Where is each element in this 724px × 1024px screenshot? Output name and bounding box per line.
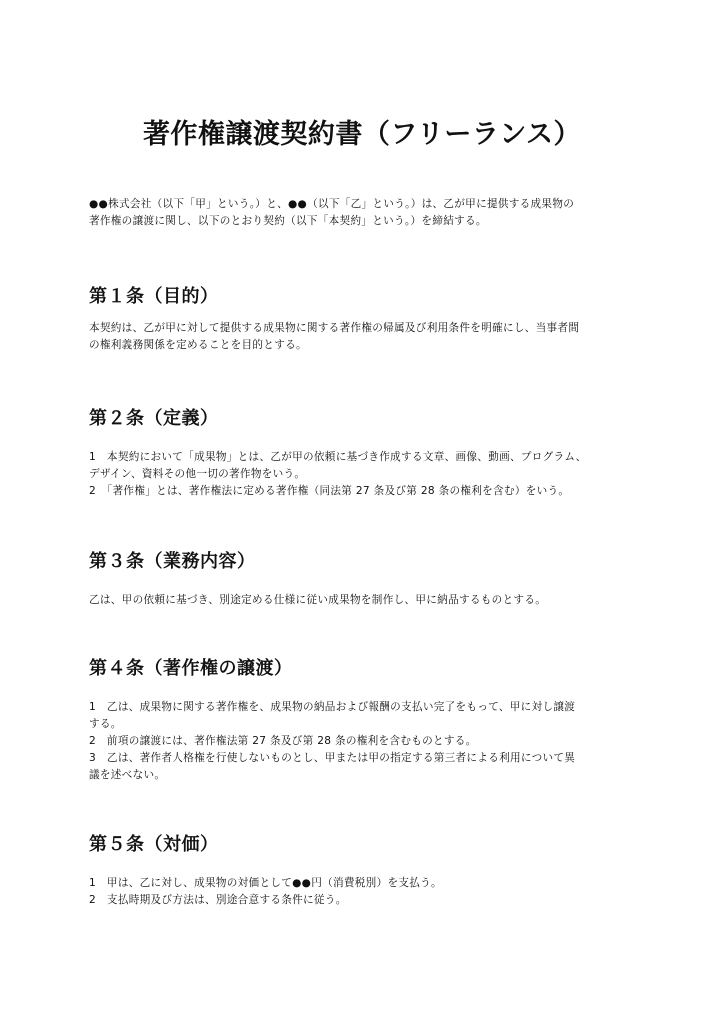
- article-line: する。: [89, 718, 122, 730]
- article-line: 1 甲は、乙に対し、成果物の対価として●●円（消費税別）を支払う。: [89, 877, 442, 889]
- preamble-line: 著作権の譲渡に関し、以下のとおり契約（以下「本契約」という。）を締結する。: [89, 215, 487, 227]
- article-4-body: [89, 699, 649, 784]
- article-2-heading: 第２条（定義）: [89, 408, 219, 429]
- article-line: 2 前項の譲渡には、著作権法第 27 条及び第 28 条の権利を含むものとする。: [89, 735, 477, 747]
- article-line: 乙は、甲の依頼に基づき、別途定める仕様に従い成果物を制作し、甲に納品するものとする。: [89, 594, 547, 606]
- article-line: の権利義務関係を定めることを目的とする。: [89, 339, 307, 351]
- article-3-heading: 第３条（業務内容）: [89, 551, 256, 572]
- article-line: デザイン、資料その他一切の著作物をいう。: [89, 468, 306, 480]
- article-3-body: [89, 592, 649, 609]
- article-5-heading: 第５条（対価）: [89, 834, 219, 855]
- article-line: 本契約は、乙が甲に対して提供する成果物に関する著作権の帰属及び利用条件を明確にし、当事者間: [89, 322, 580, 334]
- article-1-body: [89, 320, 649, 354]
- article-line: 1 本契約において「成果物」とは、乙が甲の依頼に基づき作成する文章、画像、動画、プログラム、: [89, 451, 587, 463]
- article-1-heading: 第１条（目的）: [89, 286, 219, 307]
- article-line: 2 「著作権」とは、著作権法に定める著作権（同法第 27 条及び第 28 条の権利を含む）をいう。: [89, 485, 570, 497]
- article-line: 2 支払時期及び方法は、別途合意する条件に従う。: [89, 894, 347, 906]
- article-5-body: [89, 875, 649, 909]
- article-4-heading: 第４条（著作権の譲渡）: [89, 658, 293, 679]
- article-line: 議を述べない。: [89, 769, 166, 781]
- article-line: 3 乙は、著作者人格権を行使しないものとし、甲または甲の指定する第三者による利用について異: [89, 752, 576, 764]
- article-line: 1 乙は、成果物に関する著作権を、成果物の納品および報酬の支払い完了をもって、甲に対し譲渡: [89, 701, 576, 713]
- preamble-line: ●●株式会社（以下「甲」という。）と、●●（以下「乙」という。）は、乙が甲に提供する成果物の: [89, 198, 575, 210]
- article-2-body: [89, 449, 649, 500]
- document-title: 著作権譲渡契約書（フリーランス）: [142, 119, 582, 150]
- preamble: [89, 196, 649, 230]
